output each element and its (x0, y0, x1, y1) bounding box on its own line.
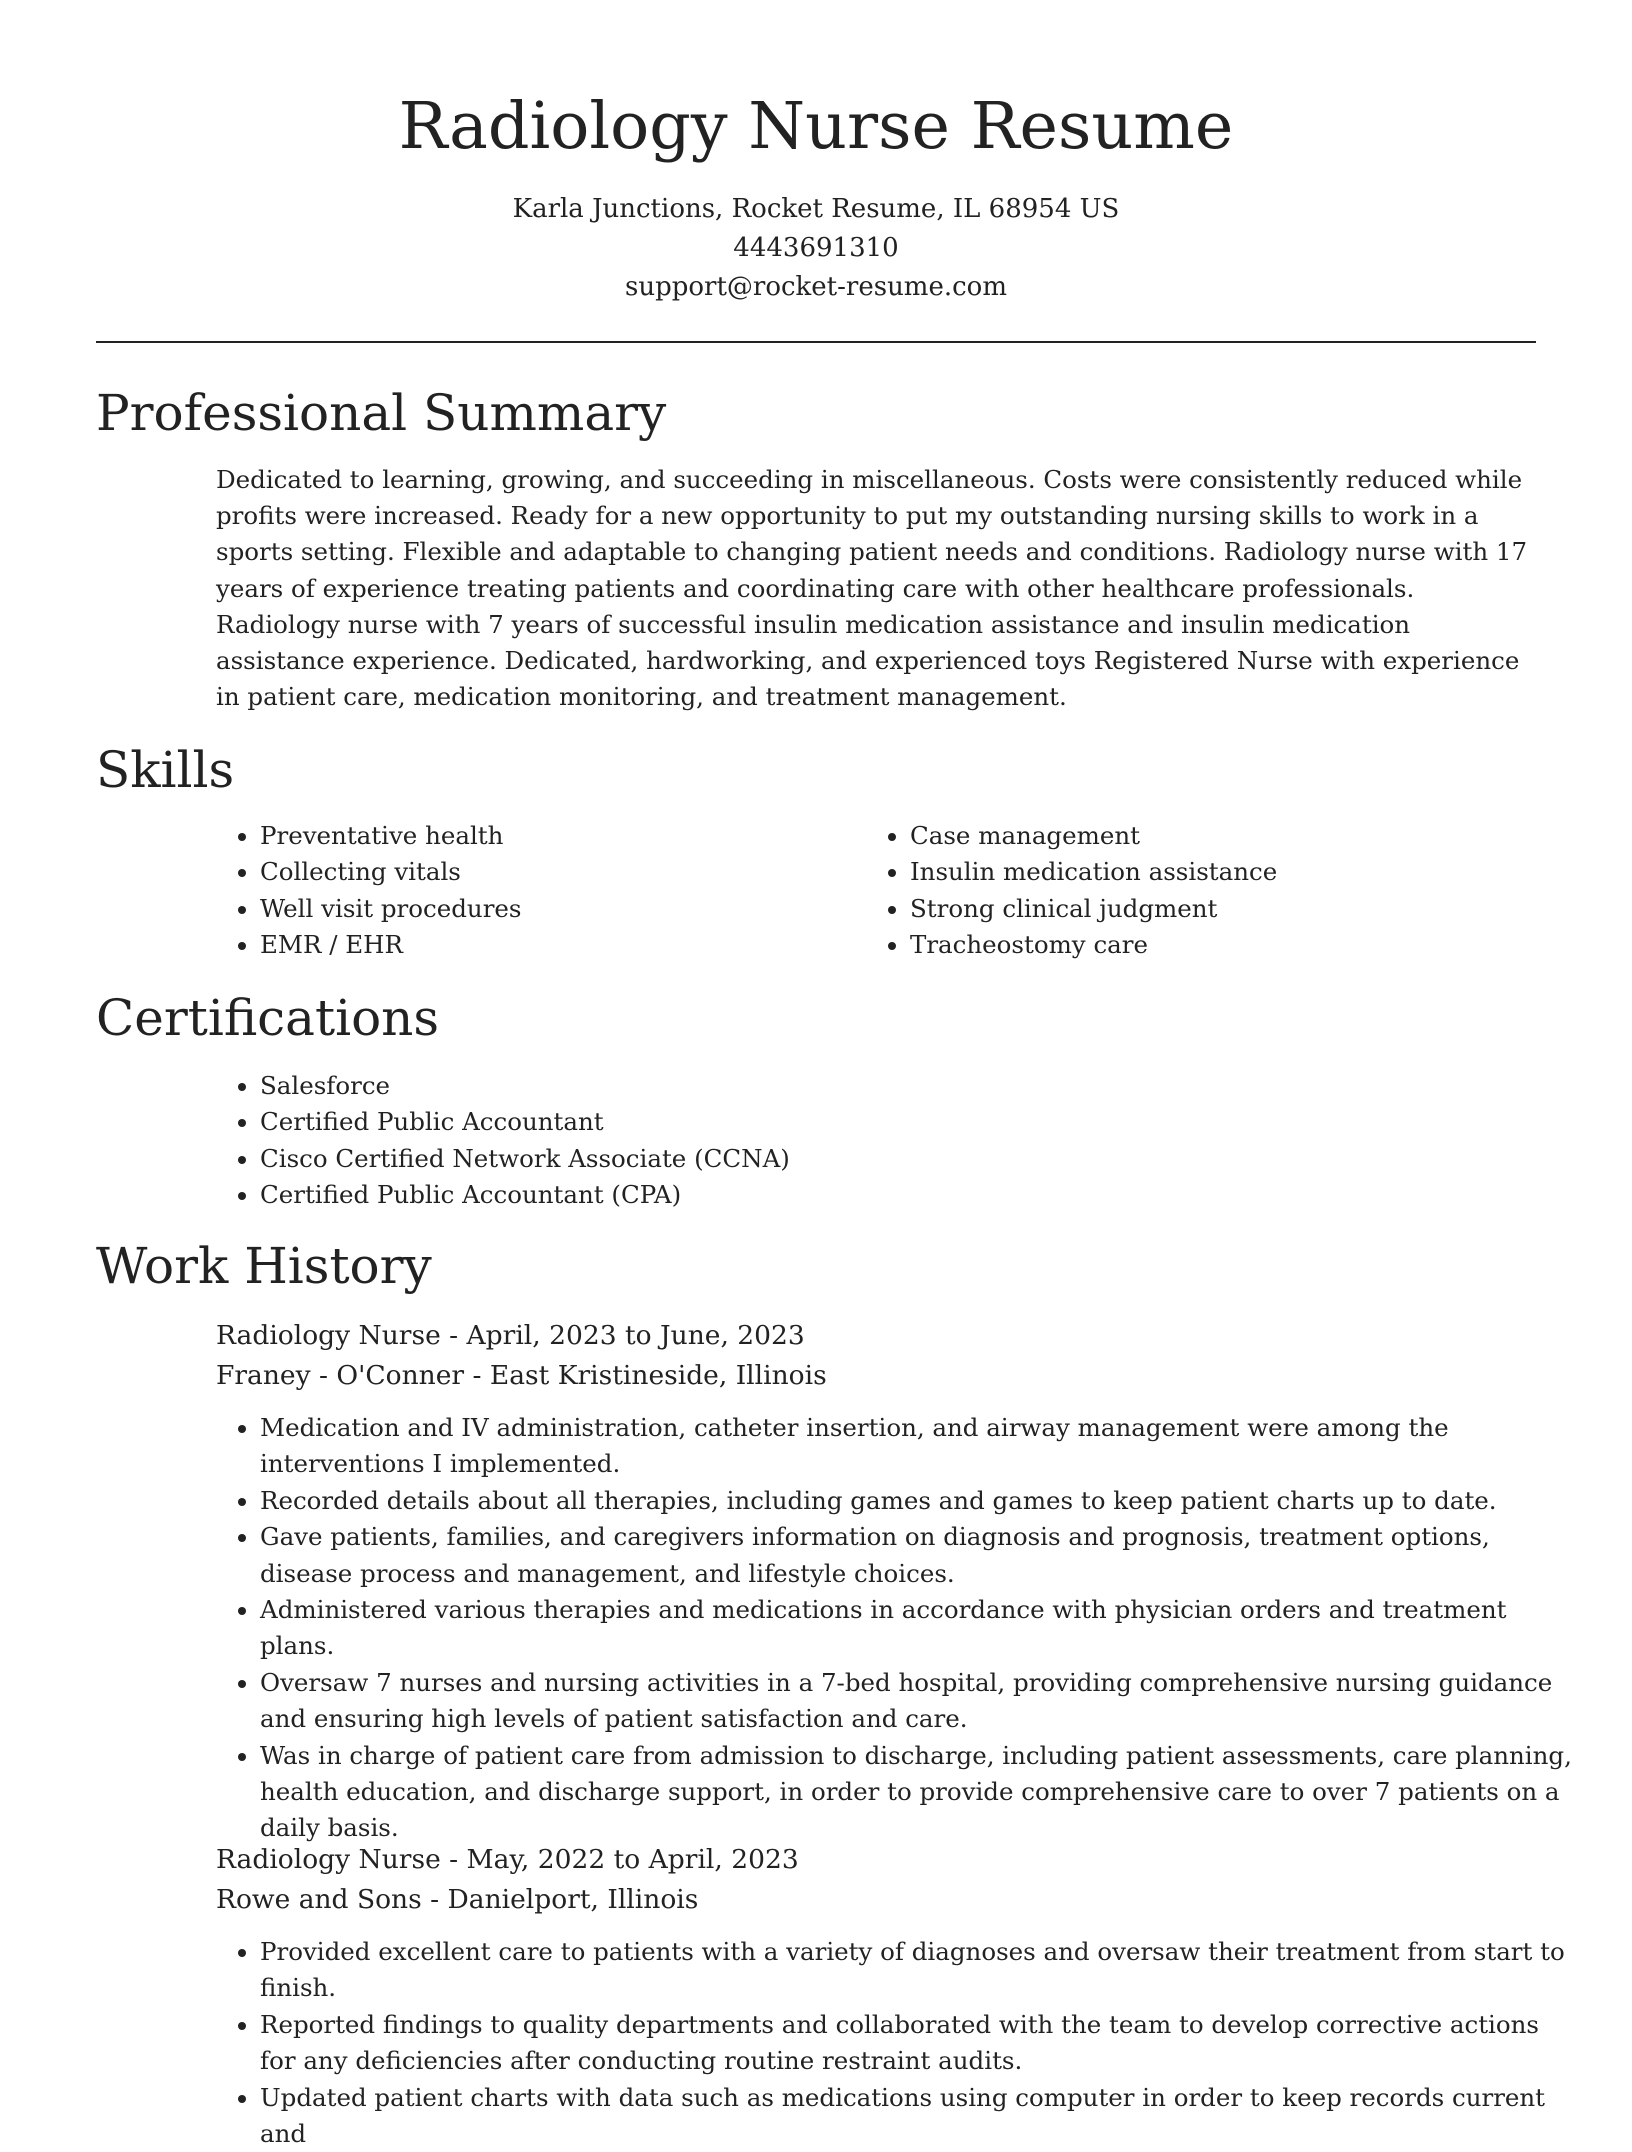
contact-info (0, 190, 1632, 307)
job-duties-list (216, 1410, 1580, 1847)
list-item: • Salesforce (260, 1068, 1260, 1104)
job-company-line: Franey - O'Conner - East Kristineside, Illinois (216, 1360, 827, 1391)
skills-heading: Skills (96, 741, 235, 799)
job-title-line: Radiology Nurse - May, 2022 to April, 2023 (216, 1844, 799, 1875)
list-item: • Case management (910, 818, 1570, 854)
skills-list-right (866, 818, 1570, 964)
list-item: • EMR / EHR (260, 927, 860, 963)
list-item: • Gave patients, families, and caregivers information on diagnosis and prognosis, treatment options, disease process and management, and lifestyle choices. (260, 1519, 1580, 1592)
list-item: • Updated patient charts with data such as medications using computer in order to keep records current and (260, 2080, 1580, 2152)
list-item: • Cisco Certified Network Associate (CCNA) (260, 1141, 1260, 1177)
summary-text: Dedicated to learning, growing, and succeeding in miscellaneous. Costs were consistently reduced while profits were increased. Ready for a new opportunity to put my outstanding nursing skills to work in a sports setting. Flexible and adaptable to changing patient needs and conditions. Radiology nurse with 17 years of experience treating patients and coordinating care with other healthcare professionals. Radiology nurse with 7 years of successful insulin medication assistance and insulin medication assistance experience. Dedicated, hardworking, and experienced toys Registered Nurse with experience in patient care, medication monitoring, and treatment management. (216, 465, 1528, 712)
certifications-list (216, 1068, 1260, 1214)
list-item: • Oversaw 7 nurses and nursing activities in a 7-bed hospital, providing comprehensive nursing guidance and ensuring high levels of patient satisfaction and care. (260, 1665, 1580, 1738)
list-item: • Certified Public Accountant (260, 1104, 1260, 1140)
list-item: • Tracheostomy care (910, 927, 1570, 963)
list-item: • Medication and IV administration, catheter insertion, and airway management were among the interventions I implemented. (260, 1410, 1580, 1483)
contact-phone: 4443691310 (733, 233, 899, 263)
list-item: • Well visit procedures (260, 891, 860, 927)
list-item: • Was in charge of patient care from admission to discharge, including patient assessments, care planning, health education, and discharge support, in order to provide comprehensive care to over 7 patients on a daily basis. (260, 1738, 1580, 1847)
work-history-heading: Work History (96, 1237, 432, 1295)
certifications-heading: Certifications (96, 989, 440, 1047)
list-item: • Certified Public Accountant (CPA) (260, 1177, 1260, 1213)
list-item: • Administered various therapies and medications in accordance with physician orders and treatment plans. (260, 1592, 1580, 1665)
contact-address: Karla Junctions, Rocket Resume, IL 68954 US (512, 194, 1120, 224)
list-item: • Preventative health (260, 818, 860, 854)
list-item: • Collecting vitals (260, 854, 860, 890)
list-item: • Insulin medication assistance (910, 854, 1570, 890)
skills-list-left (216, 818, 860, 964)
job-duties-list (216, 1934, 1580, 2152)
contact-email: support@rocket-resume.com (624, 272, 1007, 302)
job-title-line: Radiology Nurse - April, 2023 to June, 2023 (216, 1320, 805, 1351)
header-divider (96, 341, 1536, 343)
job-company-line: Rowe and Sons - Danielport, Illinois (216, 1884, 699, 1915)
list-item: • Strong clinical judgment (910, 891, 1570, 927)
resume-title: Radiology Nurse Resume (398, 89, 1234, 164)
list-item: • Recorded details about all therapies, including games and games to keep patient charts up to date. (260, 1483, 1580, 1519)
summary-heading: Professional Summary (96, 384, 667, 442)
list-item: • Reported findings to quality departments and collaborated with the team to develop corrective actions for any deficiencies after conducting routine restraint audits. (260, 2007, 1580, 2080)
list-item: • Provided excellent care to patients with a variety of diagnoses and oversaw their treatment from start to finish. (260, 1934, 1580, 2007)
